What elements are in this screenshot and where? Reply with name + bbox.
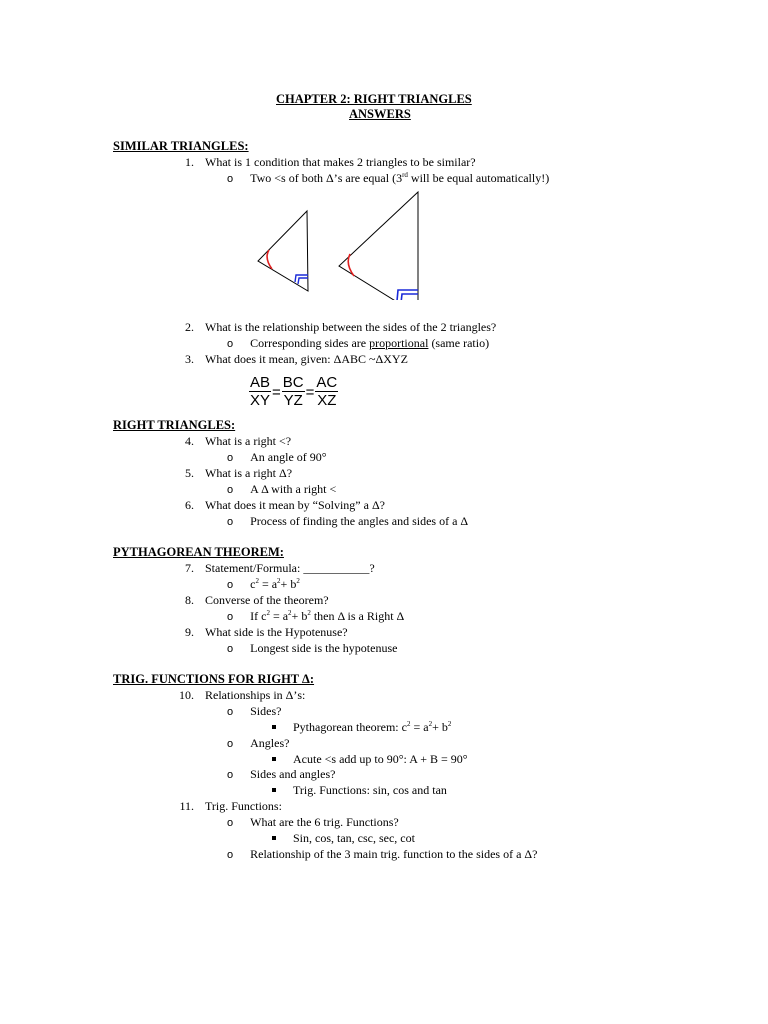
formula-text xyxy=(250,577,300,591)
superscript: 2 xyxy=(266,609,270,617)
superscript: 2 xyxy=(296,577,300,585)
answer-text: Acute <s add up to 90°: A + B = 90° xyxy=(293,752,468,766)
answer-text xyxy=(250,609,404,623)
square-bullet-icon xyxy=(272,725,276,729)
question-1 xyxy=(172,155,476,169)
question-number: 3. xyxy=(185,352,194,366)
answer-8 xyxy=(227,609,404,624)
section-heading-similar: SIMILAR TRIANGLES: xyxy=(113,139,249,153)
equals-sign: = xyxy=(272,383,281,401)
bullet-circle-icon: o xyxy=(227,643,234,655)
question-number: 7. xyxy=(185,561,194,575)
fraction-bc-yz xyxy=(282,374,305,410)
question-number: 11. xyxy=(179,799,194,813)
sub-answer-sides xyxy=(272,720,451,734)
question-mark: ? xyxy=(369,561,375,575)
superscript: 2 xyxy=(307,609,311,617)
question-6 xyxy=(172,498,385,512)
sub-item-relationship xyxy=(227,847,537,862)
square-bullet-icon xyxy=(272,757,276,761)
question-text: What does it mean, given: ΔABC ~ΔXYZ xyxy=(205,352,408,366)
question-2 xyxy=(172,320,496,334)
formula-part: + b xyxy=(280,577,297,591)
question-text: Trig. Functions: xyxy=(205,799,282,813)
formula-part: c xyxy=(250,577,256,591)
sub-item-text: Sides? xyxy=(250,704,282,718)
bullet-circle-icon: o xyxy=(227,579,234,591)
answer-5 xyxy=(227,482,336,497)
question-label: Statement/Formula: xyxy=(205,561,304,575)
sub-item-sides-angles xyxy=(227,767,335,782)
question-text: What side is the Hypotenuse? xyxy=(205,625,348,639)
question-text: What does it mean by “Solving” a Δ? xyxy=(205,498,385,512)
large-triangle-icon xyxy=(339,192,418,300)
title-line-2: ANSWERS xyxy=(349,107,411,121)
superscript: 2 xyxy=(447,720,452,728)
fraction-ab-xy xyxy=(249,374,271,410)
question-number: 9. xyxy=(185,625,194,639)
section-heading-right: RIGHT TRIANGLES: xyxy=(113,418,236,432)
page-title xyxy=(276,92,472,106)
answer-text: Trig. Functions: sin, cos and tan xyxy=(293,783,447,797)
question-text: What is a right Δ? xyxy=(205,466,293,480)
formula-part: If c xyxy=(250,609,267,623)
formula-part: + b xyxy=(432,720,448,734)
denominator: XY xyxy=(250,392,271,409)
bullet-circle-icon: o xyxy=(227,817,234,829)
question-text: Relationships in Δ’s: xyxy=(205,688,306,702)
question-7 xyxy=(172,561,375,575)
bullet-circle-icon: o xyxy=(227,611,234,623)
formula-part: Pythagorean theorem: c xyxy=(293,720,407,734)
question-text: What is 1 condition that makes 2 triangles to be similar? xyxy=(205,155,476,169)
answer-post: will be equal automatically!) xyxy=(407,171,550,185)
answer-text: Longest side is the hypotenuse xyxy=(250,641,398,655)
denominator: YZ xyxy=(283,392,303,409)
bullet-circle-icon: o xyxy=(227,849,234,861)
superscript: 2 xyxy=(406,720,411,728)
equals-sign: = xyxy=(305,383,315,401)
sub-item-text: Relationship of the 3 main trig. function to the sides of a Δ? xyxy=(250,847,538,861)
blank-line: ___________ xyxy=(303,561,370,575)
two-similar-right-triangles-icon xyxy=(250,188,430,300)
question-number: 1. xyxy=(185,155,194,169)
sub-item-sides xyxy=(227,704,281,719)
question-5 xyxy=(172,466,292,480)
bullet-circle-icon: o xyxy=(227,706,234,718)
question-number: 10. xyxy=(179,688,194,702)
question-number: 2. xyxy=(185,320,194,334)
formula-part: = a xyxy=(258,577,278,591)
question-number: 5. xyxy=(185,466,194,480)
question-9 xyxy=(172,625,348,639)
answer-text xyxy=(250,336,489,350)
formula-part: = a xyxy=(410,720,429,734)
superscript: 2 xyxy=(277,577,281,585)
bullet-circle-icon: o xyxy=(227,452,234,464)
question-number: 6. xyxy=(185,498,194,512)
bullet-circle-icon: o xyxy=(227,516,234,528)
answer-1 xyxy=(227,171,549,186)
fraction-ac-xz xyxy=(315,374,338,410)
square-bullet-icon xyxy=(272,788,276,792)
sub-item-text: What are the 6 trig. Functions? xyxy=(250,815,399,829)
question-text: Converse of the theorem? xyxy=(205,593,329,607)
sub-answer-sides-angles xyxy=(272,783,447,797)
bullet-circle-icon: o xyxy=(227,484,234,496)
superscript: 2 xyxy=(288,609,292,617)
answer-text xyxy=(293,720,451,734)
answer-text: An angle of 90° xyxy=(250,450,327,464)
page-subtitle xyxy=(349,107,411,121)
answer-underlined: proportional xyxy=(369,336,429,350)
sub-answer-angles xyxy=(272,752,468,766)
question-11 xyxy=(172,799,282,813)
denominator: XZ xyxy=(317,392,337,409)
numerator: AC xyxy=(316,374,338,391)
answer-text xyxy=(250,171,549,185)
answer-text: Process of finding the angles and sides of a Δ xyxy=(250,514,469,528)
section-heading-trig: TRIG. FUNCTIONS FOR RIGHT Δ: xyxy=(113,672,315,686)
sub-item-six-functions xyxy=(227,815,399,830)
numerator: BC xyxy=(282,374,304,391)
sub-item-text: Angles? xyxy=(250,736,290,750)
question-number: 4. xyxy=(185,434,194,448)
formula-part: then Δ is a Right Δ xyxy=(310,609,405,623)
question-number: 8. xyxy=(185,593,194,607)
sub-item-angles xyxy=(227,736,289,751)
question-4 xyxy=(172,434,291,448)
answer-4 xyxy=(227,450,327,465)
superscript: rd xyxy=(402,171,408,179)
question-3 xyxy=(172,352,408,366)
answer-text: A Δ with a right < xyxy=(250,482,337,496)
answer-2 xyxy=(227,336,489,351)
question-8 xyxy=(172,593,329,607)
answer-pre: Two <s of both Δ’s are equal (3 xyxy=(250,171,403,185)
answer-pre: Corresponding sides are xyxy=(250,336,370,350)
bullet-circle-icon: o xyxy=(227,769,234,781)
title-line-1: CHAPTER 2: RIGHT TRIANGLES xyxy=(276,92,472,106)
answer-text: Sin, cos, tan, csc, sec, cot xyxy=(293,831,415,845)
ratio-equation xyxy=(249,374,338,410)
question-text: What is the relationship between the sides of the 2 triangles? xyxy=(205,320,497,334)
numerator: AB xyxy=(250,374,271,391)
section-heading-pythagorean: PYTHAGOREAN THEOREM: xyxy=(113,545,284,559)
sub-answer-six-functions xyxy=(272,831,415,845)
small-triangle-icon xyxy=(258,211,308,291)
bullet-circle-icon: o xyxy=(227,173,234,185)
question-10 xyxy=(172,688,305,702)
formula-part: = a xyxy=(269,609,289,623)
answer-7 xyxy=(227,577,300,592)
bullet-circle-icon: o xyxy=(227,338,234,350)
answer-post: (same ratio) xyxy=(428,336,490,350)
question-text: What is a right <? xyxy=(205,434,292,448)
sub-item-text: Sides and angles? xyxy=(250,767,336,781)
superscript: 2 xyxy=(255,577,259,585)
superscript: 2 xyxy=(428,720,433,728)
answer-9 xyxy=(227,641,397,656)
formula-part: + b xyxy=(291,609,308,623)
question-text xyxy=(205,561,375,575)
square-bullet-icon xyxy=(272,836,276,840)
bullet-circle-icon: o xyxy=(227,738,234,750)
answer-6 xyxy=(227,514,468,529)
